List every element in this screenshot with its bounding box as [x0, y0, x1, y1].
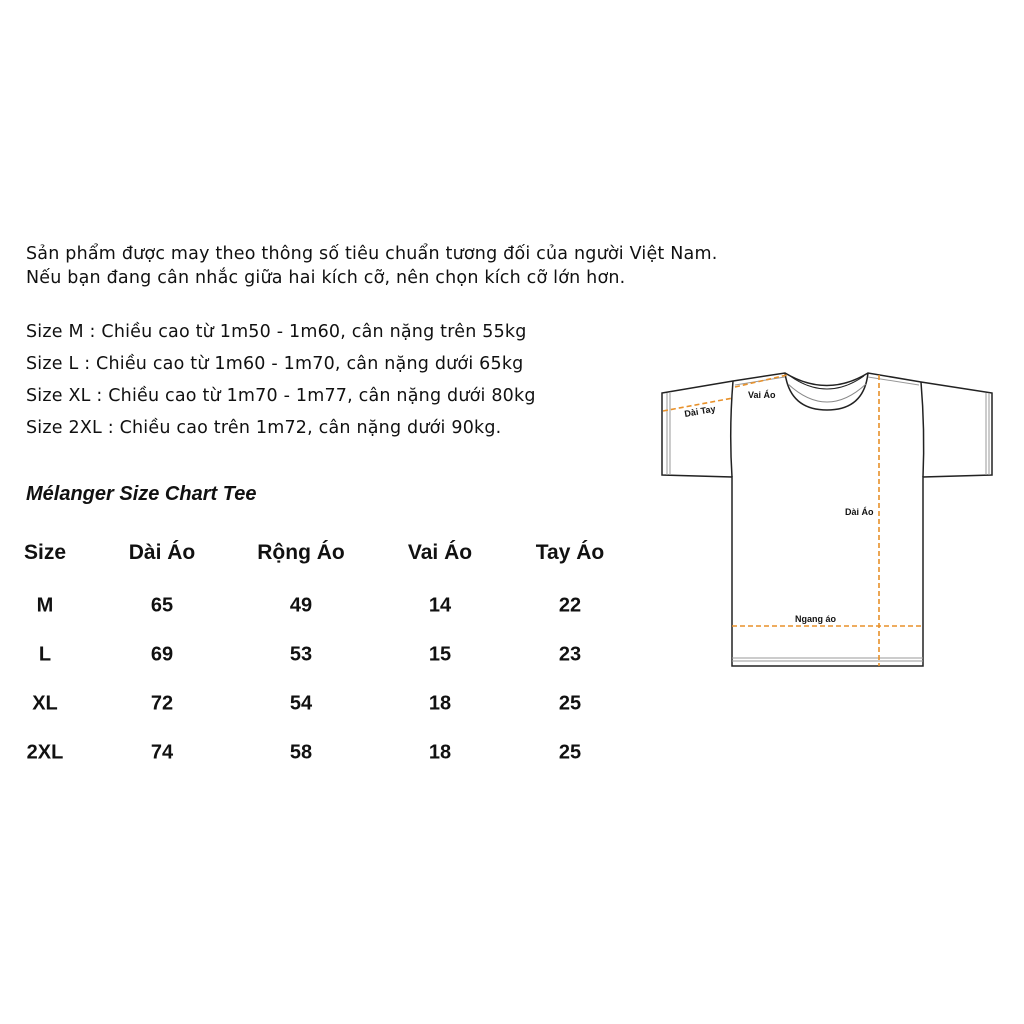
table-cell: 65 [150, 594, 174, 617]
table-cell: 2XL [26, 741, 64, 764]
table-cell: 53 [289, 643, 313, 666]
table-cell: 25 [558, 692, 582, 715]
size-guide-l: Size L : Chiều cao từ 1m60 - 1m70, cân nặng dưới 65kg [26, 354, 524, 374]
table-cell: 14 [428, 594, 452, 617]
table-header: Tay Áo [535, 541, 605, 564]
table-cell: 54 [289, 692, 313, 715]
table-cell: L [38, 643, 52, 666]
table-cell: 69 [150, 643, 174, 666]
chart-title: Mélanger Size Chart Tee [26, 483, 257, 505]
table-cell: 58 [289, 741, 313, 764]
size-guide-m: Size M : Chiều cao từ 1m50 - 1m60, cân nặng trên 55kg [26, 322, 527, 342]
table-cell: 23 [558, 643, 582, 666]
label-dai-tay: Dài Tay [683, 403, 717, 419]
intro-line-1: Sản phẩm được may theo thông số tiêu chuẩn tương đối của người Việt Nam. [26, 244, 718, 264]
table-header: Rộng Áo [257, 541, 345, 564]
label-vai-ao: Vai Áo [748, 390, 776, 400]
table-cell: 18 [428, 692, 452, 715]
table-cell: 25 [558, 741, 582, 764]
table-header: Dài Áo [128, 541, 196, 564]
table-cell: 49 [289, 594, 313, 617]
table-cell: 22 [558, 594, 582, 617]
table-cell: 18 [428, 741, 452, 764]
table-cell: 15 [428, 643, 452, 666]
table-cell: M [36, 594, 54, 617]
label-dai-ao: Dài Áo [845, 507, 874, 517]
label-ngang-ao: Ngang áo [795, 614, 837, 624]
intro-line-2: Nếu bạn đang cân nhắc giữa hai kích cỡ, nên chọn kích cỡ lớn hơn. [26, 268, 626, 288]
size-guide-xl: Size XL : Chiều cao từ 1m70 - 1m77, cân nặng dưới 80kg [26, 386, 536, 406]
table-header: Vai Áo [407, 541, 473, 564]
table-cell: 74 [150, 741, 174, 764]
table-cell: XL [32, 692, 58, 715]
table-cell: 72 [150, 692, 174, 715]
size-guide-2xl: Size 2XL : Chiều cao trên 1m72, cân nặng dưới 90kg. [26, 418, 502, 438]
table-header: Size [23, 541, 67, 564]
